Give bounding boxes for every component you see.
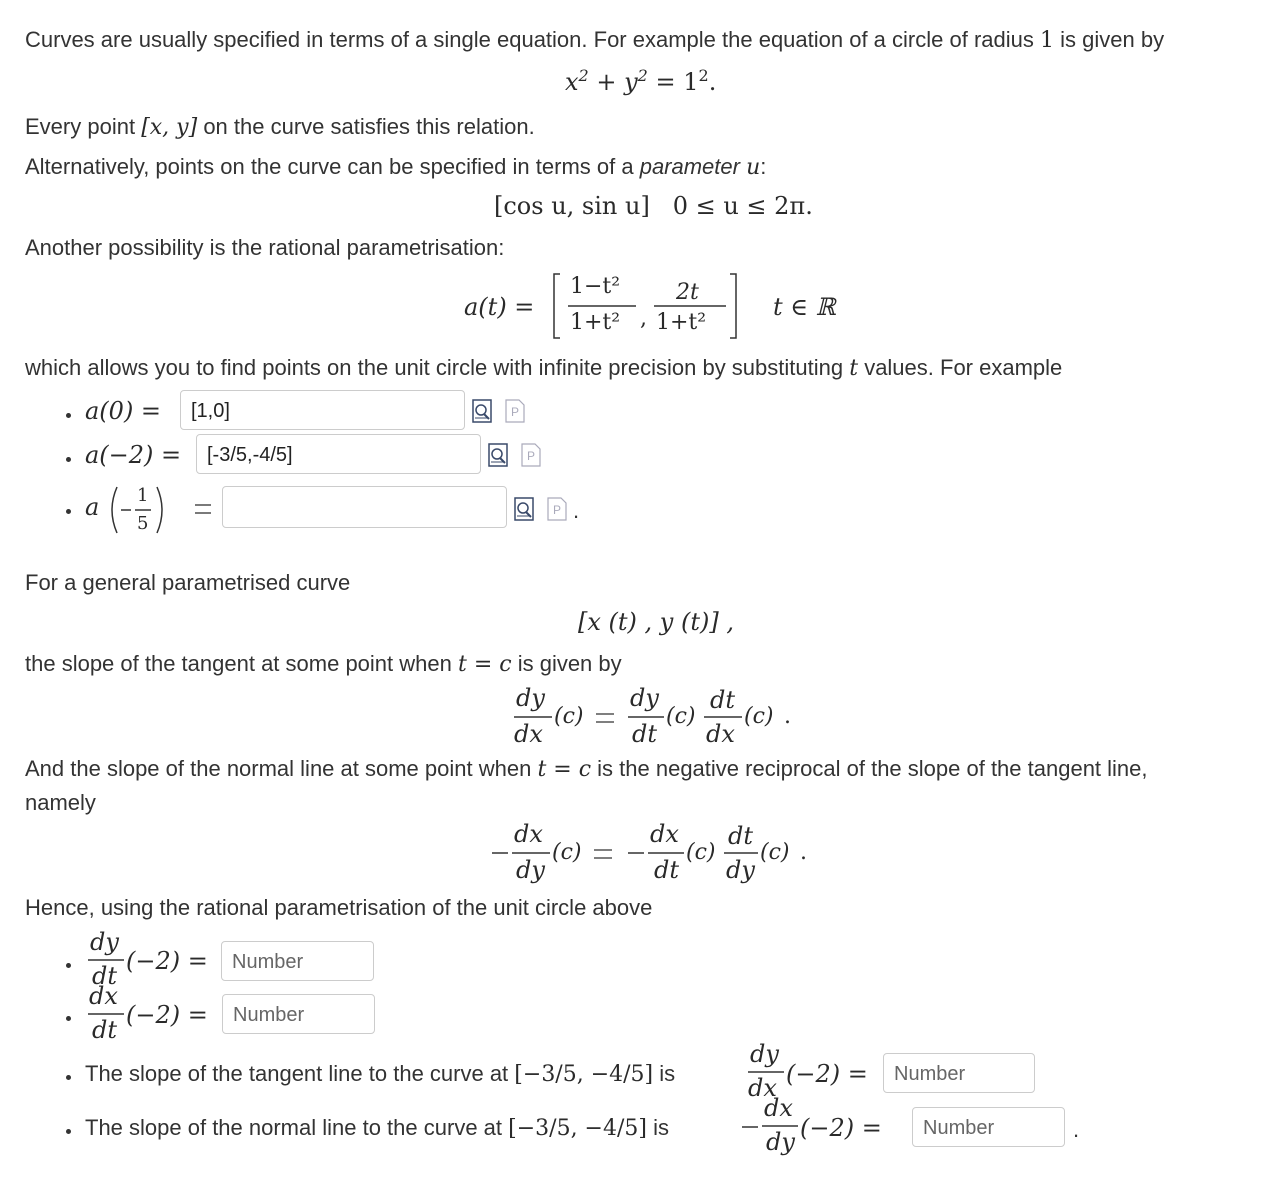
example-a0-label: a(0) = (85, 397, 162, 425)
another-possibility-text: Another possibility is the rational parametrisation: (25, 235, 505, 260)
intro-text: Curves are usually specified in terms of a single equation. For example the equation of a circle of radius 1 is given by (25, 27, 1165, 53)
svg-text:P: P (527, 449, 536, 463)
rational-num-1: 1−t² (570, 274, 621, 299)
rational-comma: , (640, 306, 647, 331)
bullet (66, 1129, 71, 1134)
rational-lhs: a(t) = (464, 293, 535, 321)
formula-icon[interactable] (547, 497, 567, 521)
dydt-input[interactable]: Number (221, 941, 374, 981)
period: . (573, 498, 580, 523)
formula-icon[interactable] (505, 399, 525, 423)
preview-icon[interactable] (488, 443, 508, 467)
q-dxdt-label: dx dt (−2) = (89, 982, 208, 1044)
rational-den-2: 1+t² (656, 310, 707, 335)
svg-text:P: P (511, 405, 520, 419)
preview-icon[interactable] (472, 399, 492, 423)
tangent-slope-input[interactable]: Number (883, 1053, 1035, 1093)
tangent-slope-equation: dy dx (c) dy dt (c) dt dx (c) . (514, 684, 791, 748)
bullet (66, 963, 71, 968)
rational-vector (552, 270, 738, 342)
bullet (66, 1016, 71, 1021)
bullet (66, 1075, 71, 1080)
normal-question-text: The slope of the normal line to the curve at [−3/5, −4/5] is (85, 1115, 669, 1141)
alternatively-text: Alternatively, points on the curve can be specified in terms of a parameter u: (25, 154, 767, 180)
general-curve-equation: [x (t) , y (t)] , (578, 608, 734, 636)
normal-question-expr: dx dy (−2) = (764, 1094, 882, 1156)
normal-slope-input[interactable]: Number (912, 1107, 1065, 1147)
preview-icon[interactable] (514, 497, 534, 521)
period: . (1073, 1117, 1080, 1142)
example-a-minus2-input[interactable]: [-3/5,-4/5] (196, 434, 481, 474)
namely-text: namely (25, 790, 96, 815)
trig-parametrisation: [cos u, sin u] 0 ≤ u ≤ 2π. (494, 192, 813, 220)
tangent-slope-text: the slope of the tangent at some point when t = c is given by (25, 651, 622, 677)
tangent-question-expr: dy dx (−2) = (748, 1040, 868, 1102)
tangent-question-text: The slope of the tangent line to the curve at [−3/5, −4/5] is (85, 1061, 676, 1087)
q-dydt-label: dy dt (−2) = (90, 928, 208, 990)
general-curve-text: For a general parametrised curve (25, 570, 351, 595)
normal-slope-equation: dx dy (c) dx dt (c) dt dy (c) . (514, 820, 807, 884)
rational-domain: t ∈ ℝ (773, 293, 836, 321)
infinite-precision-text: which allows you to find points on the unit circle with infinite precision by substituting t values. For example (25, 355, 1063, 381)
circle-equation: $x^2 + y^2 = 1^2$. (565, 66, 717, 96)
every-point-text: Every point [x, y] on the curve satisfies this relation. (25, 114, 535, 140)
hence-text: Hence, using the rational parametrisation of the unit circle above (25, 895, 653, 920)
normal-slope-text: And the slope of the normal line at some point when t = c is the negative reciprocal of the slope of the tangent line, (25, 756, 1148, 782)
bullet (66, 457, 71, 462)
dxdt-input[interactable]: Number (222, 994, 375, 1034)
bullet (66, 509, 71, 514)
example-a-minus2-label: a(−2) = (85, 441, 182, 469)
svg-text:P: P (553, 503, 562, 517)
rational-den-1: 1+t² (570, 310, 621, 335)
example-a-minus-fifth-input[interactable] (222, 486, 507, 528)
bullet (66, 413, 71, 418)
rational-num-2: 2t (676, 280, 699, 305)
formula-icon[interactable] (521, 443, 541, 467)
example-a0-input[interactable]: [1,0] (180, 390, 465, 430)
